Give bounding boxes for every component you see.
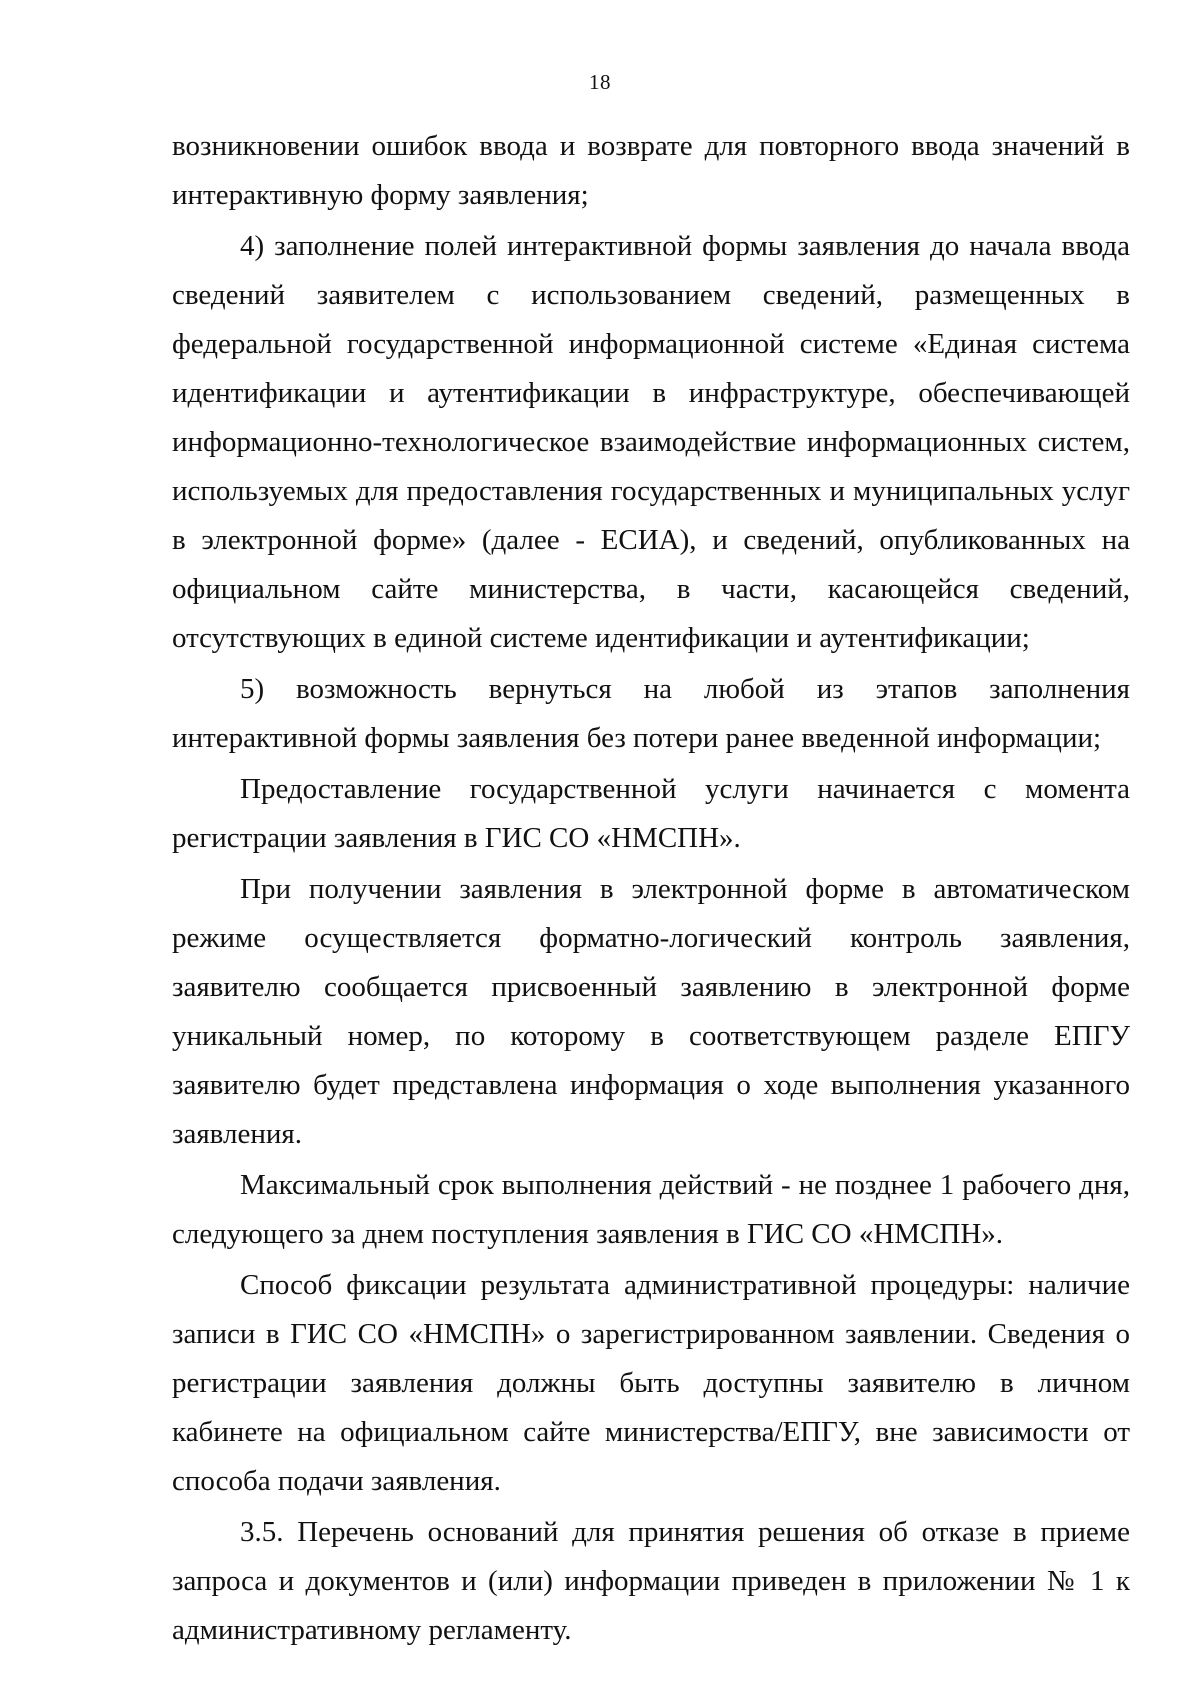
paragraph-item-4: 4) заполнение полей интерактивной формы заявления до начала ввода сведений заявителем с использованием сведений, размещенных в федеральной государственной информационной системе «Единая система идентификации и аутентификации в инфраструктуре, обеспечивающей информационно-технологическое взаимодействие информационных систем, используемых для предоставления государственных и муниципальных услуг в электронной форме» (далее - ЕСИА), и сведений, опубликованных на официальном сайте министерства, в части, касающейся сведений, отсутствующих в единой системе идентификации и аутентификации;: [172, 230, 1130, 654]
paragraph-continuation: возникновении ошибок ввода и возврате для повторного ввода значений в интерактивную форму заявления;: [172, 130, 1130, 211]
paragraph-section-3-5: 3.5. Перечень оснований для принятия решения об отказе в приеме запроса и документов и (или) информации приведен в приложении № 1 к административному регламенту.: [172, 1516, 1130, 1646]
paragraph-service-start: Предоставление государственной услуги начинается с момента регистрации заявления в ГИС СО «НМСПН».: [172, 773, 1130, 854]
paragraph-max-term: Максимальный срок выполнения действий - не позднее 1 рабочего дня, следующего за днем поступления заявления в ГИС СО «НМСПН».: [172, 1169, 1130, 1250]
paragraph-electronic-receipt: При получении заявления в электронной форме в автоматическом режиме осуществляется форматно-логический контроль заявления, заявителю сообщается присвоенный заявлению в электронной форме уникальный номер, по которому в соответствующем разделе ЕПГУ заявителю будет представлена информация о ходе выполнения указанного заявления.: [172, 873, 1130, 1150]
document-body: [172, 122, 1130, 1657]
page-number: 18: [589, 70, 611, 94]
paragraph-item-5: 5) возможность вернуться на любой из этапов заполнения интерактивной формы заявления без потери ранее введенной информации;: [172, 673, 1130, 754]
paragraph-result-fixation: Способ фиксации результата административной процедуры: наличие записи в ГИС СО «НМСПН» о зарегистрированном заявлении. Сведения о регистрации заявления должны быть доступны заявителю в личном кабинете на официальном сайте министерства/ЕПГУ, вне зависимости от способа подачи заявления.: [172, 1269, 1130, 1497]
